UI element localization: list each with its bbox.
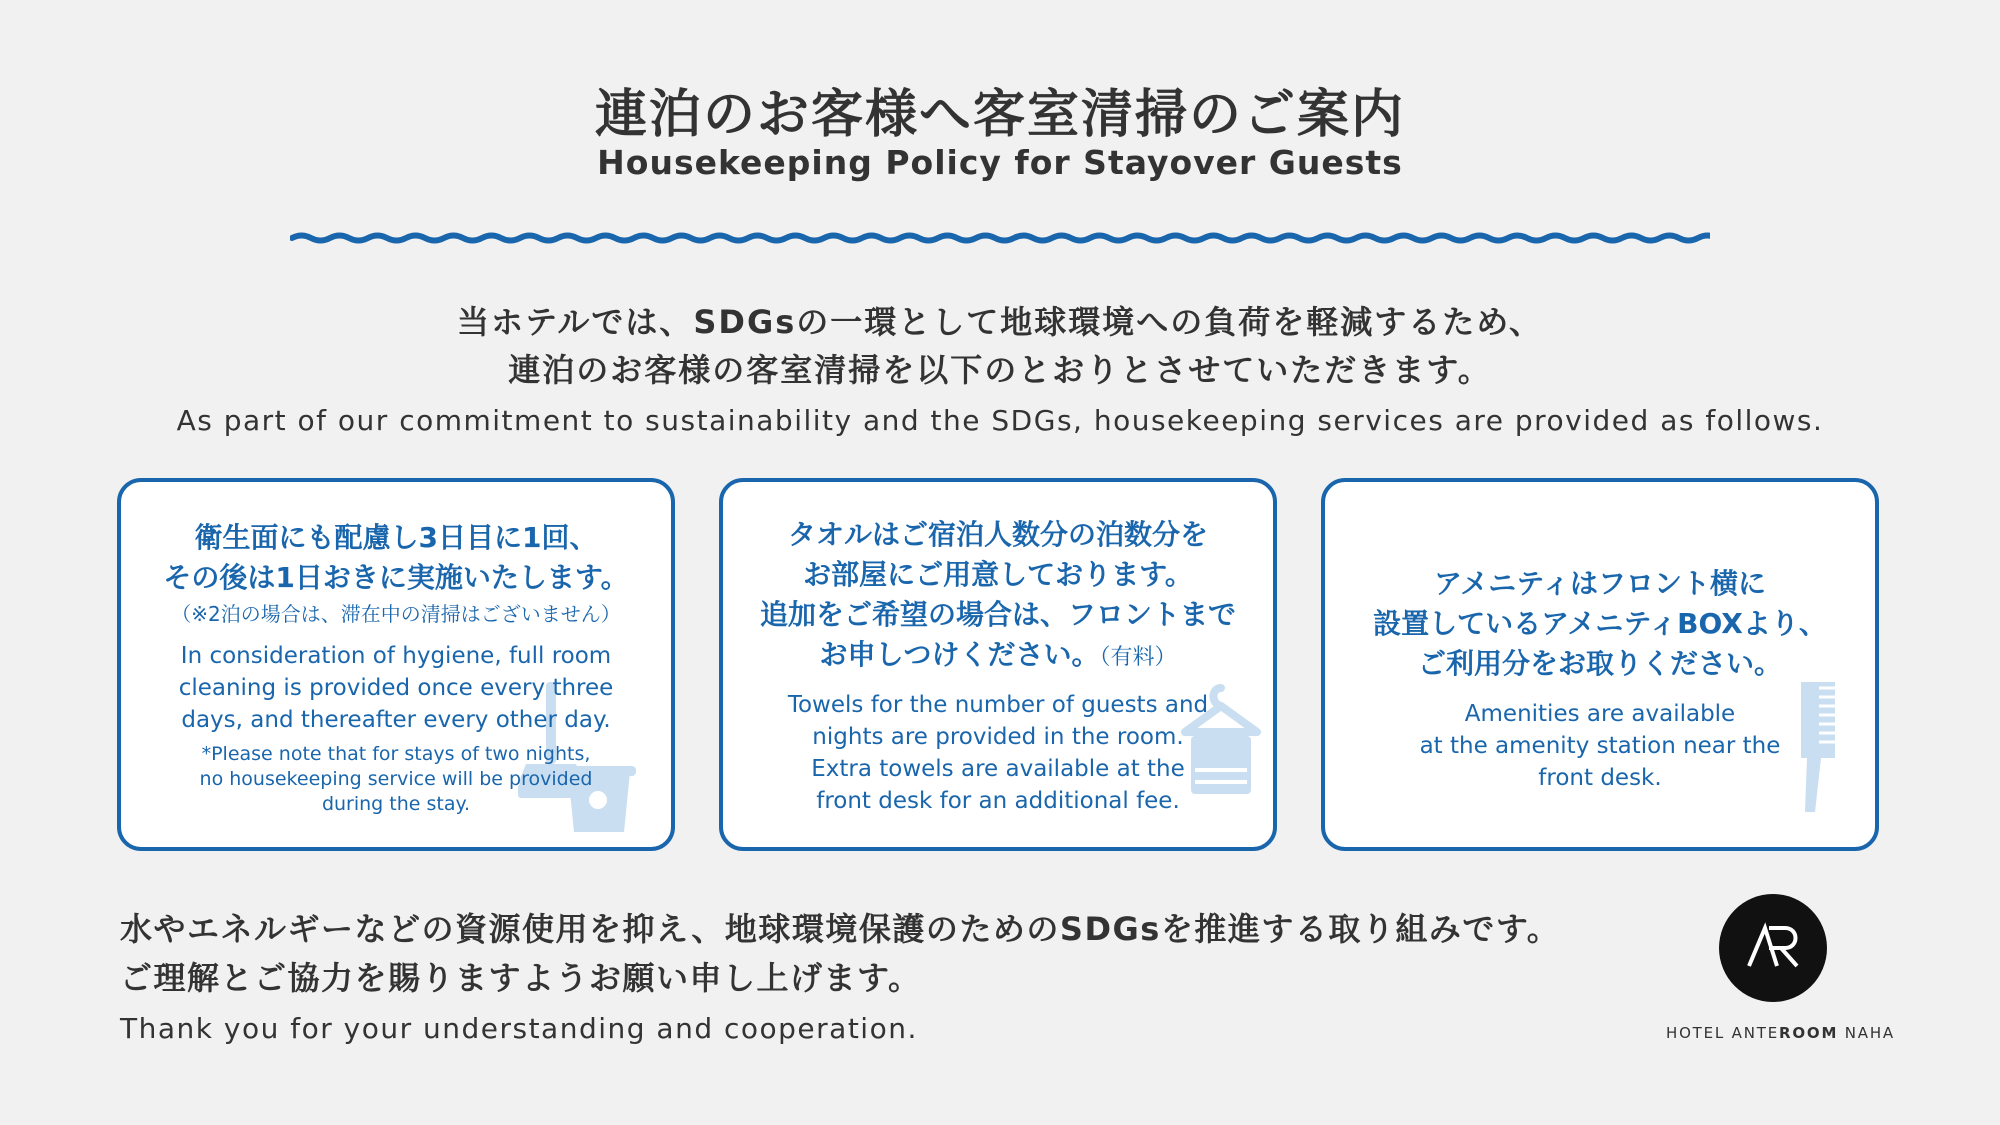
info-card-towels — [719, 478, 1277, 851]
intro-text-jp-line-1: 当ホテルでは、SDGsの一環として地球環境への負荷を軽減するため、 — [456, 303, 1544, 341]
card-1-en-text — [137, 640, 655, 736]
card-3-en-line-3: front desk. — [1538, 765, 1662, 791]
info-card-cleaning — [117, 478, 675, 851]
card-1-en-line-1: In consideration of hygiene, full room — [180, 643, 612, 669]
closing-text-jp-line-2: ご理解とご協力を賜りますようお願い申し上げます。 — [120, 959, 922, 997]
card-3-jp-line-2: 設置しているアメニティBOXより、 — [1373, 607, 1827, 640]
card-1-en-note-line-3: during the stay. — [321, 793, 471, 815]
card-2-jp-line-2: お部屋にご用意しております。 — [803, 558, 1193, 591]
card-2-en-line-1: Towels for the number of guests and — [787, 692, 1209, 718]
card-2-jp-line-4 — [739, 635, 1257, 675]
closing-text-jp-line-1: 水やエネルギーなどの資源使用を抑え、地球環境保護のためのSDGsを推進する取り組みです。 — [120, 910, 1561, 948]
hotel-logo-mark — [1719, 894, 1827, 1002]
card-1-jp-line-1: 衛生面にも配慮し3日目に1回、 — [194, 521, 598, 554]
card-3-en-line-2: at the amenity station near the — [1419, 733, 1781, 759]
card-1-jp-line-2: その後は1日おきに実施いたします。 — [163, 561, 629, 594]
card-3-en-line-1: Amenities are available — [1464, 701, 1736, 727]
card-3-jp-line-3: ご利用分をお取りください。 — [1417, 647, 1782, 680]
card-1-en-note-line-2: no housekeeping service will be provided — [199, 768, 593, 790]
card-2-jp-line-3: 追加をご希望の場合は、フロントまで — [759, 598, 1236, 631]
page-title-jp: 連泊のお客様へ客室清掃のご案内 — [594, 85, 1405, 145]
card-1-en-note-line-1: *Please note that for stays of two nights, — [201, 743, 591, 765]
card-1-jp-note: （※2泊の場合は、滞在中の清掃はございません） — [171, 602, 621, 626]
card-2-en-line-4: front desk for an additional fee. — [816, 788, 1180, 814]
card-2-jp-fee-note: （有料） — [1099, 645, 1177, 670]
card-3-en-text — [1341, 698, 1859, 794]
card-2-en-line-3: Extra towels are available at the — [811, 756, 1185, 782]
hotel-name — [1666, 1024, 1895, 1042]
info-card-amenities — [1321, 478, 1879, 851]
card-2-en-line-2: nights are provided in the room. — [812, 724, 1184, 750]
intro-text-jp-line-2: 連泊のお客様の客室清掃を以下のとおりとさせていただきます。 — [508, 351, 1492, 389]
card-1-en-line-3: days, and thereafter every other day. — [181, 707, 611, 733]
intro-text-jp — [0, 298, 2000, 394]
hotel-name-bold: ROOM — [1778, 1024, 1839, 1042]
hotel-name-suffix: NAHA — [1838, 1024, 1895, 1042]
card-2-jp-line-4-main: お申しつけください。 — [819, 638, 1100, 671]
card-1-en-line-2: cleaning is provided once every three — [178, 675, 614, 701]
card-1-en-note — [137, 742, 655, 817]
card-3-jp-line-1: アメニティはフロント横に — [1433, 567, 1767, 600]
intro-text-en: As part of our commitment to sustainability and the SDGs, housekeeping services are provided as follows. — [176, 404, 1824, 437]
card-2-jp-line-1: タオルはご宿泊人数分の泊数分を — [787, 518, 1208, 551]
closing-text-en: Thank you for your understanding and cooperation. — [120, 1012, 918, 1045]
page-title-en: Housekeeping Policy for Stayover Guests — [597, 143, 1403, 182]
card-2-en-text — [739, 689, 1257, 817]
hotel-name-prefix: HOTEL ANTE — [1666, 1024, 1779, 1042]
wave-divider — [290, 226, 1710, 250]
hotel-logo — [1719, 894, 1827, 1002]
